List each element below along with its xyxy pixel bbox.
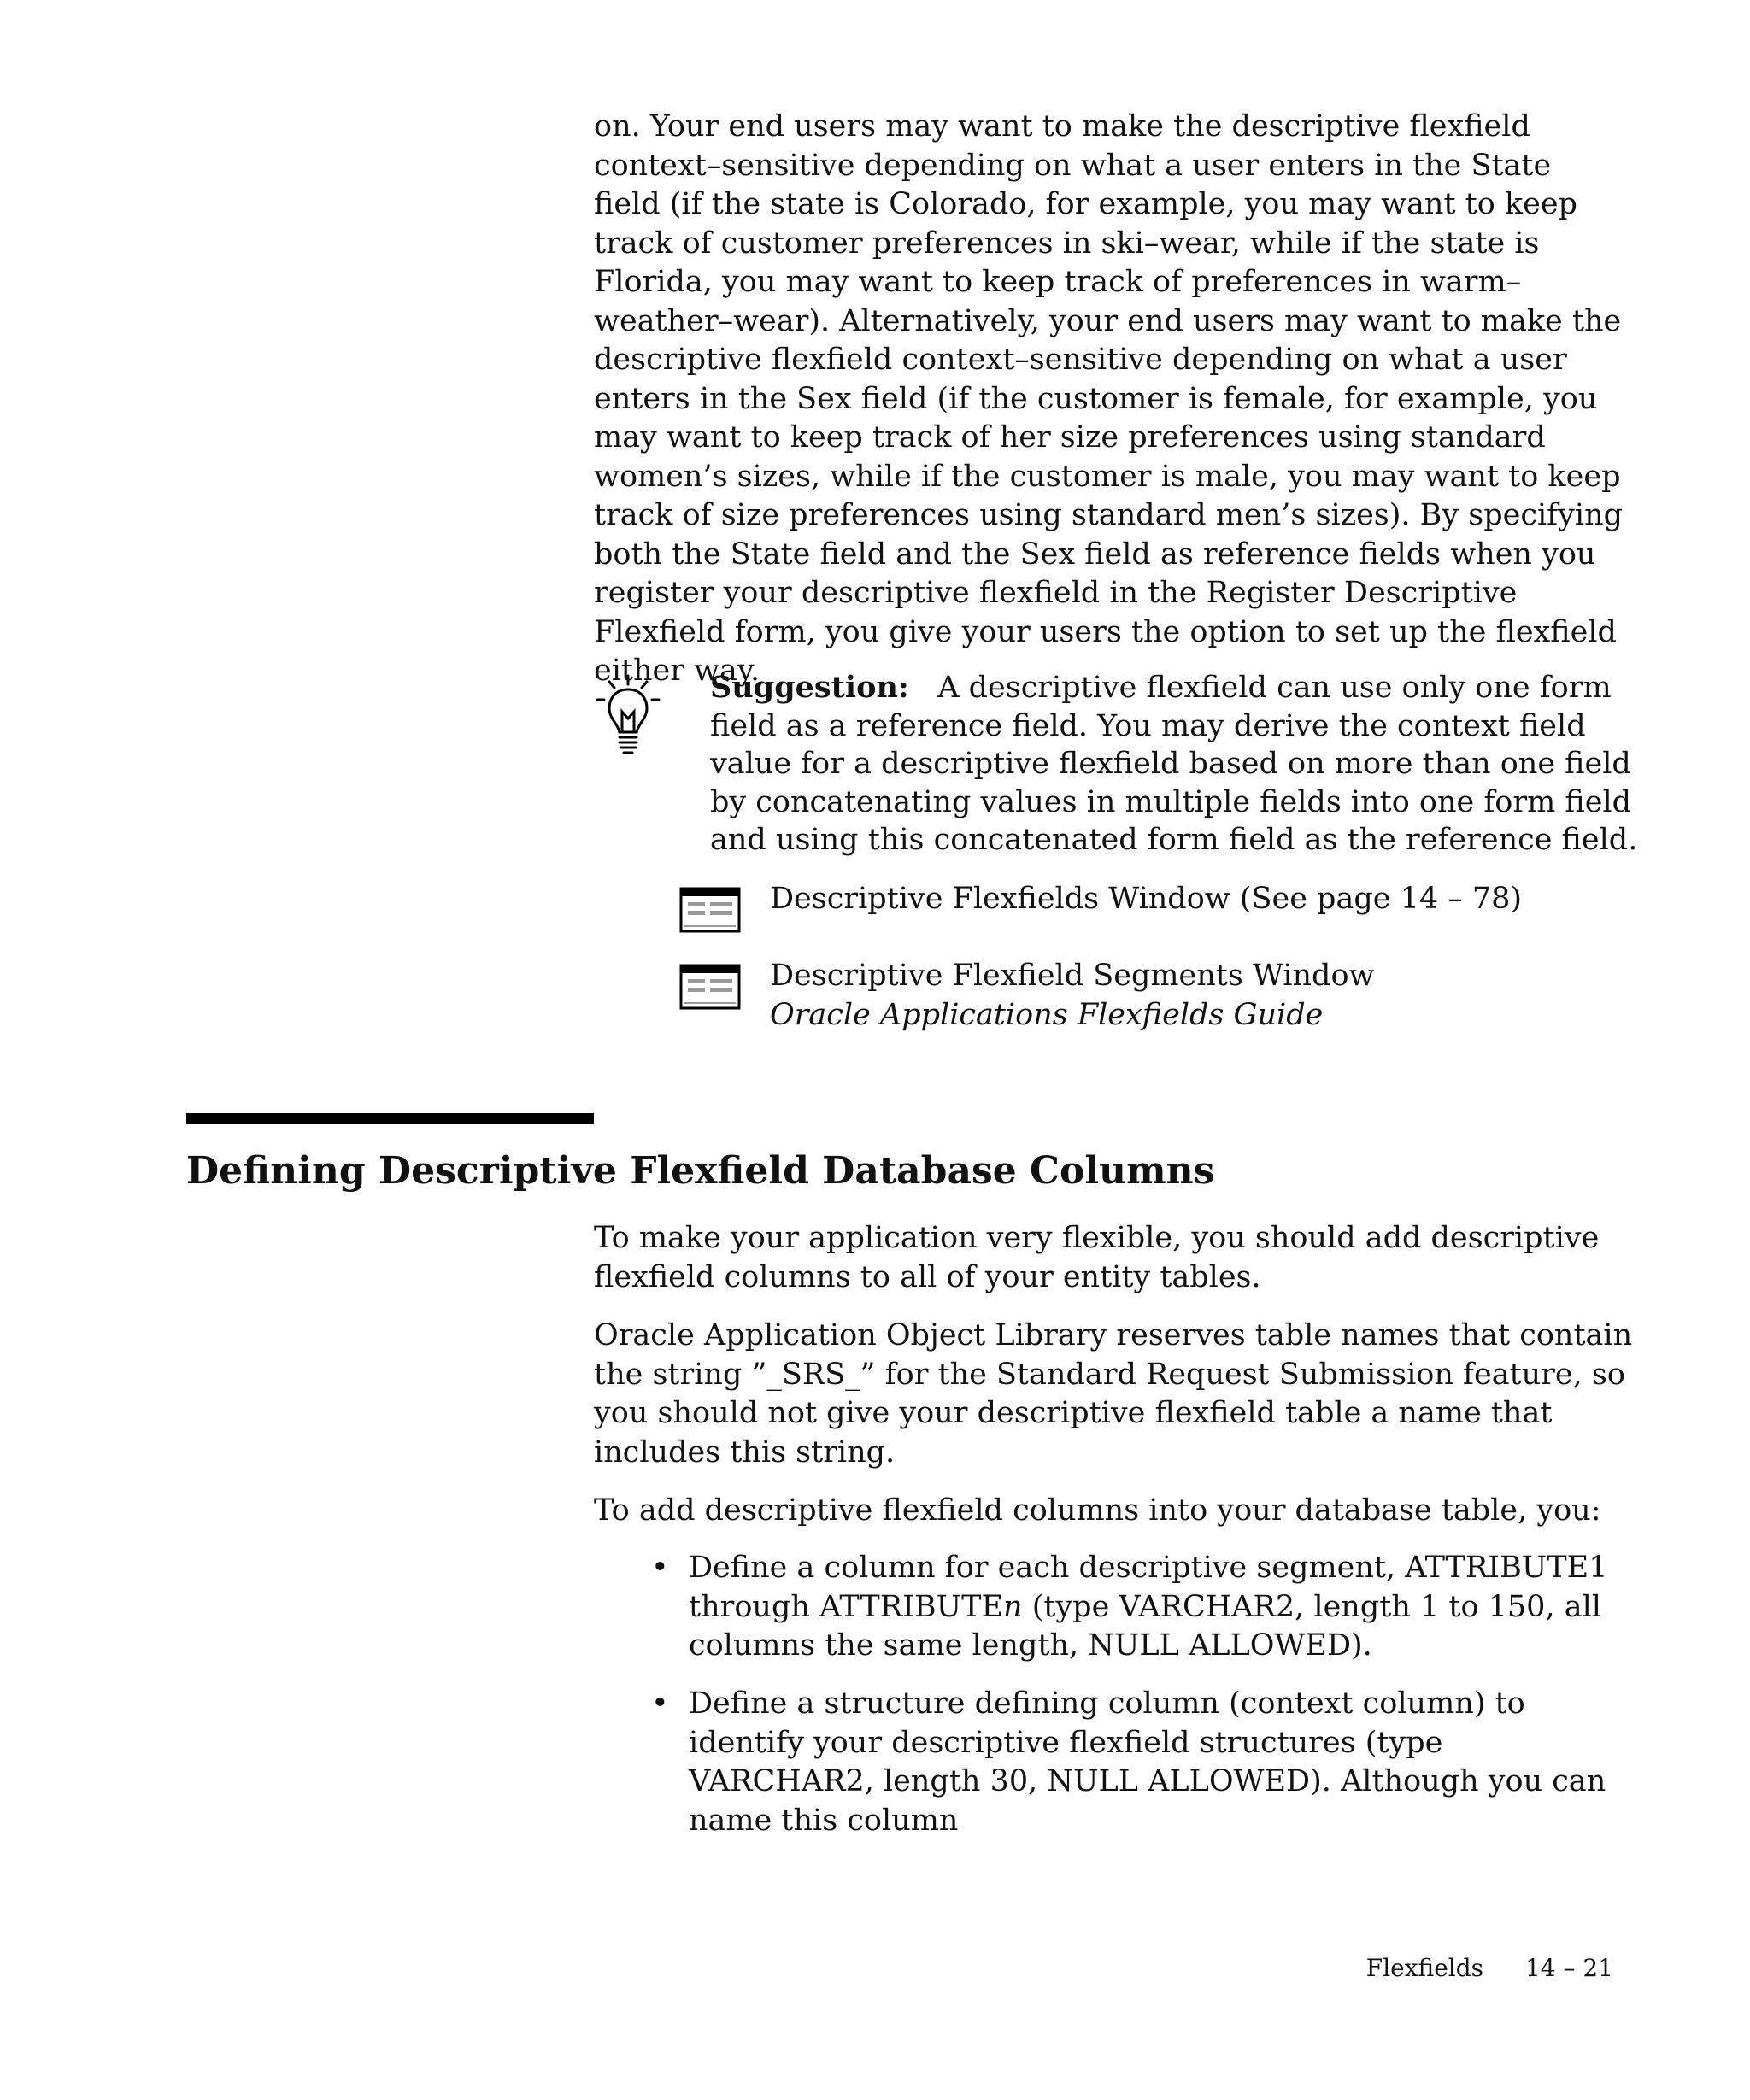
reference-title[interactable]: Descriptive Flexfields Window (See page 14 – 78) <box>770 882 1523 916</box>
section-paragraph: To add descriptive flexfield columns into your database table, you: <box>594 1493 1601 1528</box>
suggestion-label: Suggestion: <box>710 670 909 705</box>
list-item-text-part: Define a structure defining column (context column) to identify your descriptive flexfield structures (type VARCHAR2, length 30, NULL ALLOWED). Although you can name this column <box>689 1686 1606 1838</box>
footer-section-name: Flexfields <box>1365 1954 1484 1982</box>
list-item-italic: n <box>1003 1589 1023 1624</box>
section-paragraph: Oracle Application Object Library reserves table names that contain the string ”_SRS_” for the Standard Request Submission feature, so you should not give your descriptive flexfield table a name that includes this string. <box>594 1318 1633 1469</box>
suggestion-body: A descriptive flexfield can use only one form field as a reference field. You may derive the context field value for a descriptive flexfield based on more than one field by concatenating values in multiple fields into one form field and using this concatenated form field as the reference field. <box>710 671 1638 857</box>
list-item-text-part: Define a column for each descriptive segment, ATTRIBUTE1 through ATTRIBUTE <box>689 1551 1608 1624</box>
list-item-text <box>689 1685 1620 1840</box>
bullet-marker: • <box>651 1551 669 1585</box>
page-number: 14 – 21 <box>1524 1954 1613 1982</box>
list-item-text-part: (type VARCHAR2, length 1 to 150, all columns the same length, NULL ALLOWED). <box>689 1589 1601 1663</box>
reference-title[interactable]: Descriptive Flexfield Segments Window <box>770 959 1375 993</box>
section-paragraph: To make your application very flexible, you should add descriptive flexfield columns to all of your entity tables. <box>594 1221 1600 1294</box>
bullet-marker: • <box>651 1686 669 1721</box>
window-icon <box>679 887 741 935</box>
window-icon <box>679 964 741 1012</box>
section-divider <box>186 1113 594 1124</box>
reference-guide-title: Oracle Applications Flexfields Guide <box>770 997 1324 1032</box>
list-item-text <box>689 1549 1620 1666</box>
page-footer <box>1366 1953 1613 1984</box>
suggestion-text <box>710 669 1641 859</box>
reference-text <box>770 957 1374 1035</box>
intro-paragraph: on. Your end users may want to make the descriptive flexfield context–sensitive depending on what a user enters in the State field (if the state is Colorado, for example, you may want to keep track of customer preferences in ski–wear, while if the state is Florida, you may want to keep track of preferences in warm–weather–wear). Alternatively, your end users may want to make the descriptive flexfield context–sensitive depending on what a user enters in the Sex field (if the customer is female, for example, you may want to keep track of her size preferences using standard women’s sizes, while if the customer is male, you may want to keep track of size preferences using standard men’s sizes). By specifying both the State field and the Sex field as reference fields when you register your descriptive flexfield in the Register Descriptive Flexfield form, you give your users the option to set up the flexfield either way. <box>594 109 1624 688</box>
lightbulb-icon <box>594 674 662 760</box>
section-heading: Defining Descriptive Flexfield Database Columns <box>186 1149 1215 1193</box>
